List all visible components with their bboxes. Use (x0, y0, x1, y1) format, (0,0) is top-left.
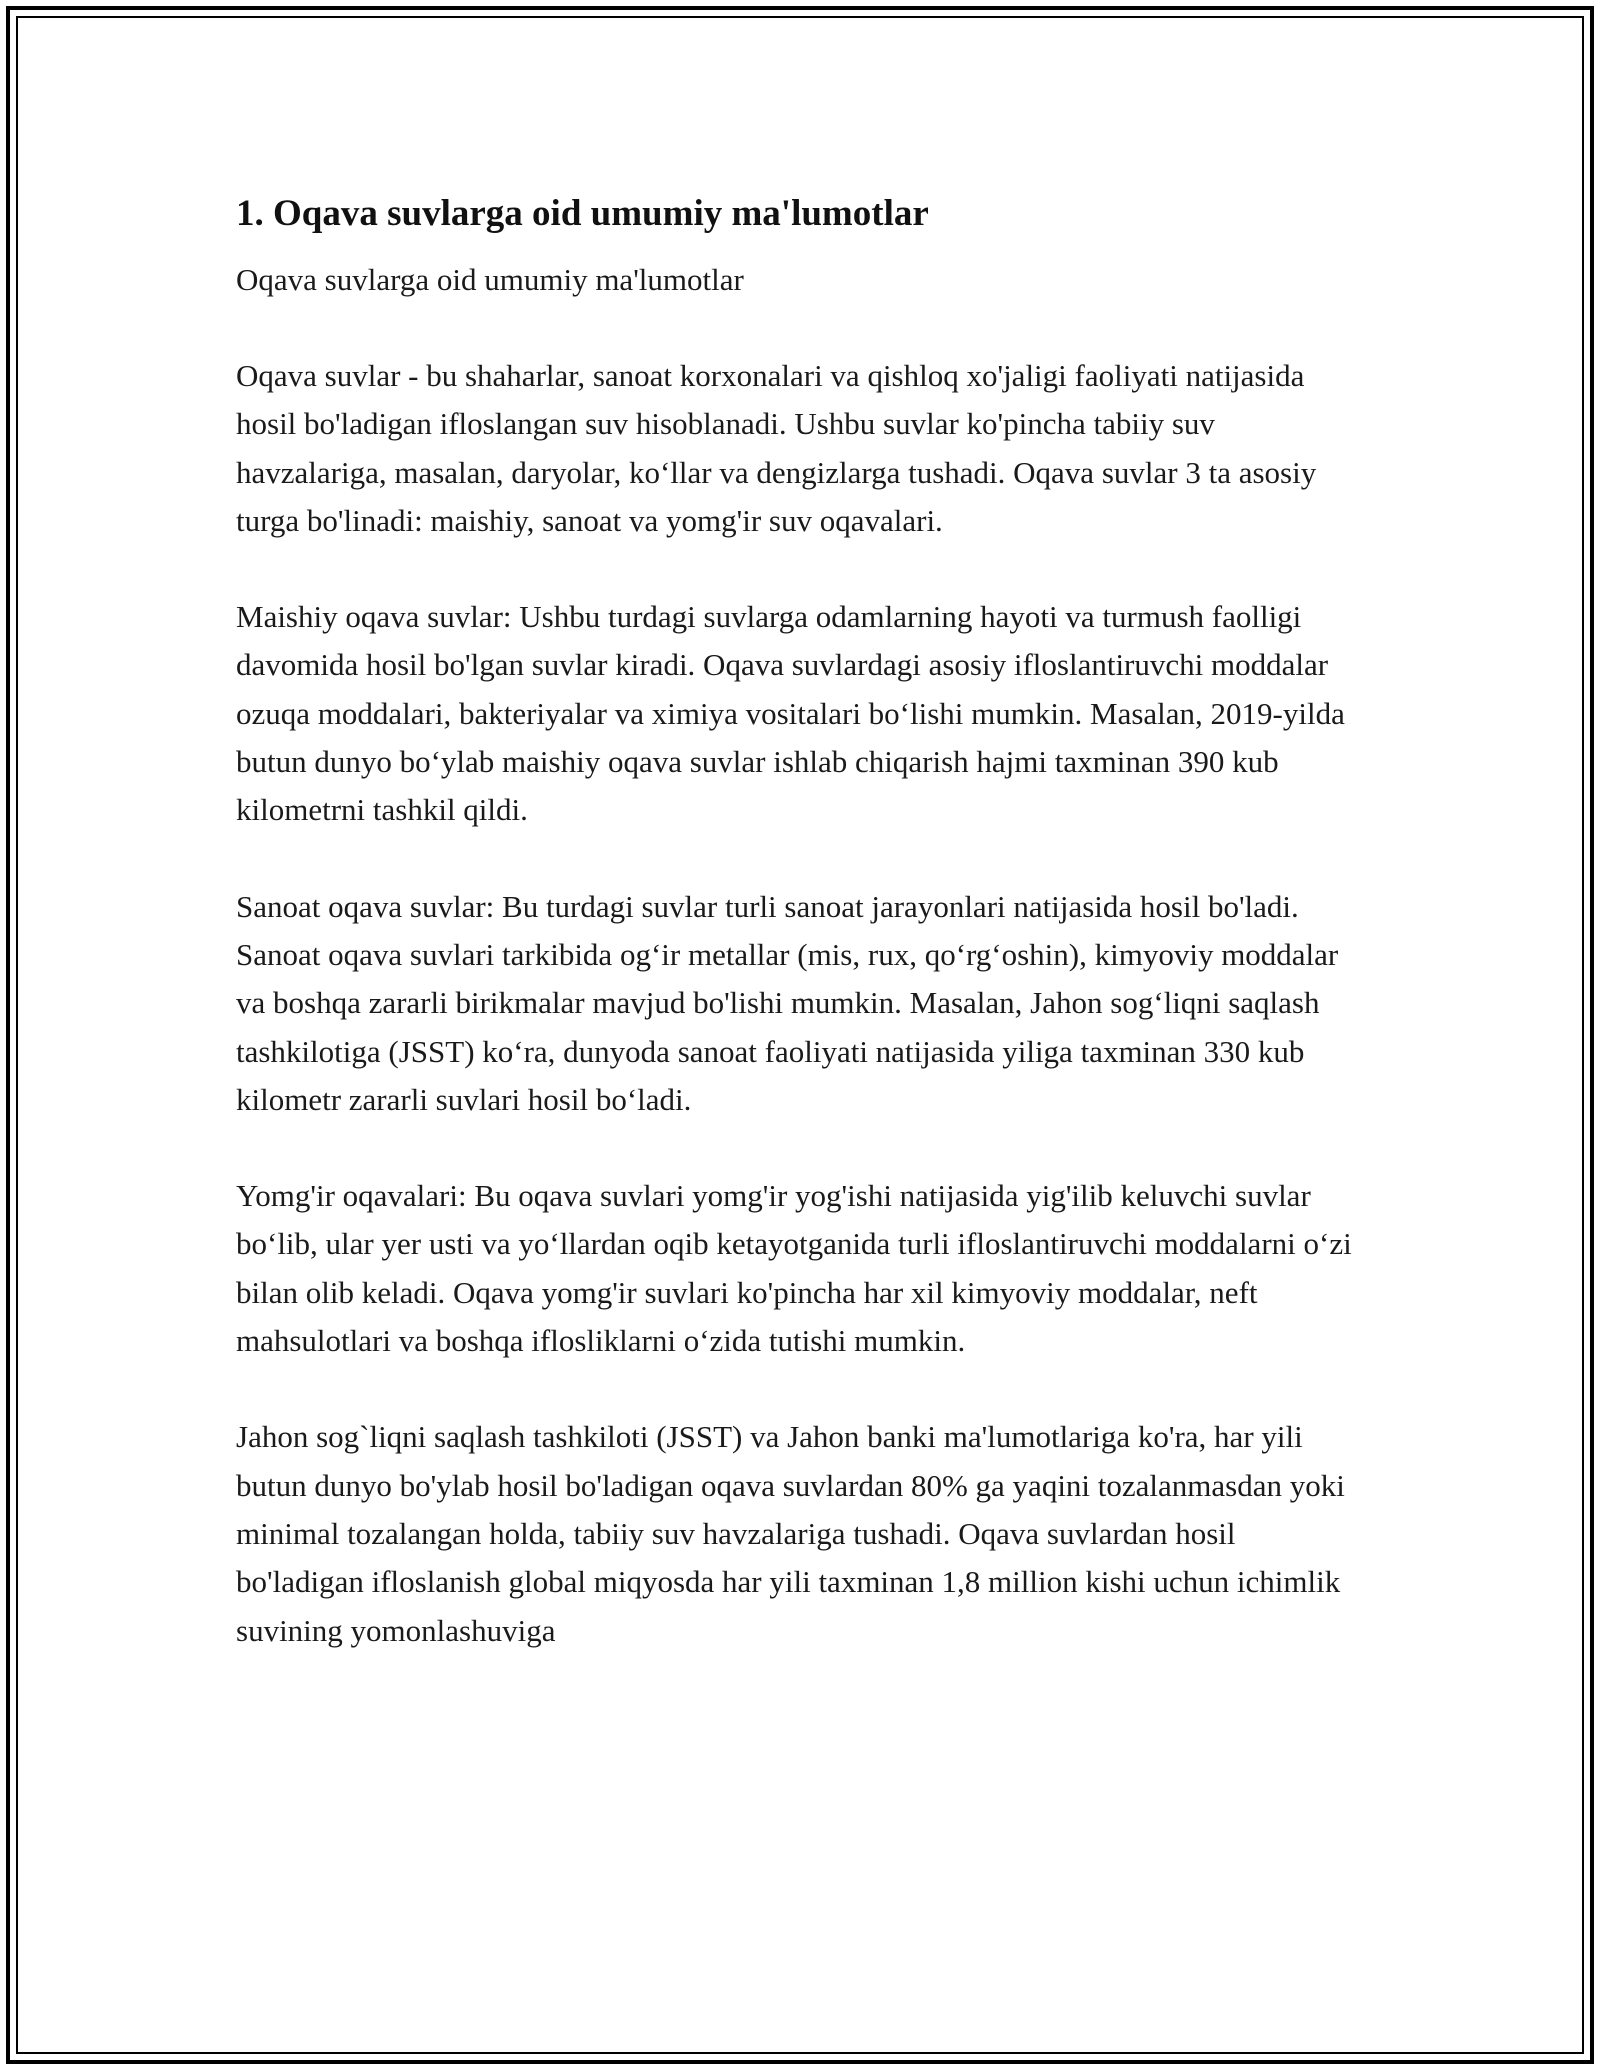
paragraph-industrial-wastewater: Sanoat oqava suvlar: Bu turdagi suvlar turli sanoat jarayonlari natijasida hosil bo'ladi. Sanoat oqava suvlari tarkibida og‘ir metallar (mis, rux, qo‘rg‘oshin), kimyoviy moddalar va boshqa zararli birikmalar mavjud bo'lishi mumkin. Masalan, Jahon sog‘liqni saqlash tashkilotiga (JSST) ko‘ra, dunyoda sanoat faoliyati natijasida yiliga taxminan 330 kub kilometr zararli suvlari hosil bo‘ladi. (236, 888, 1339, 1117)
paragraph-storm-wastewater: Yomg'ir oqavalari: Bu oqava suvlari yomg'ir yog'ishi natijasida yig'ilib keluvchi suvlar bo‘lib, ular yer usti va yo‘llardan oqib ketayotganida turli ifloslantiruvchi moddalarni o‘zi bilan olib keladi. Oqava yomg'ir suvlari ko'pincha har xil kimyoviy moddalar, neft mahsulotlari va boshqa iflosliklarni o‘zida tutishi mumkin. (236, 1178, 1352, 1359)
section-heading: 1. Oqava suvlarga oid umumiy ma'lumotlar (236, 193, 929, 234)
document-body (236, 186, 1366, 1703)
paragraph-intro: Oqava suvlar - bu shaharlar, sanoat korxonalari va qishloq xo'jaligi faoliyati natijasida hosil bo'ladigan ifloslangan suv hisoblanadi. Ushbu suvlar ko'pincha tabiiy suv havzalariga, masalan, daryolar, ko‘llar va dengizlarga tushadi. Oqava suvlar 3 ta asosiy turga bo'linadi: maishiy, sanoat va yomg'ir suv oqavalari. (236, 358, 1317, 538)
paragraph-domestic-wastewater: Maishiy oqava suvlar: Ushbu turdagi suvlarga odamlarning hayoti va turmush faolligi davomida hosil bo'lgan suvlar kiradi. Oqava suvlardagi asosiy ifloslantiruvchi moddalar ozuqa moddalari, bakteriyalar va ximiya vositalari bo‘lishi mumkin. Masalan, 2019-yilda butun dunyo bo‘ylab maishiy oqava suvlar ishlab chiqarish hajmi taxminan 390 kub kilometrni tashkil qildi. (236, 599, 1345, 828)
section-subtitle: Oqava suvlarga oid umumiy ma'lumotlar (236, 262, 744, 297)
paragraph-statistics: Jahon sog`liqni saqlash tashkiloti (JSST) va Jahon banki ma'lumotlariga ko'ra, har yili butun dunyo bo'ylab hosil bo'ladigan oqava suvlardan 80% ga yaqini tozalanmasdan yoki minimal tozalangan holda, tabiiy suv havzalariga tushadi. Oqava suvlardan hosil bo'ladigan ifloslanish global miqyosda har yili taxminan 1,8 million kishi uchun ichimlik suvining yomonlashuviga (236, 1419, 1345, 1648)
